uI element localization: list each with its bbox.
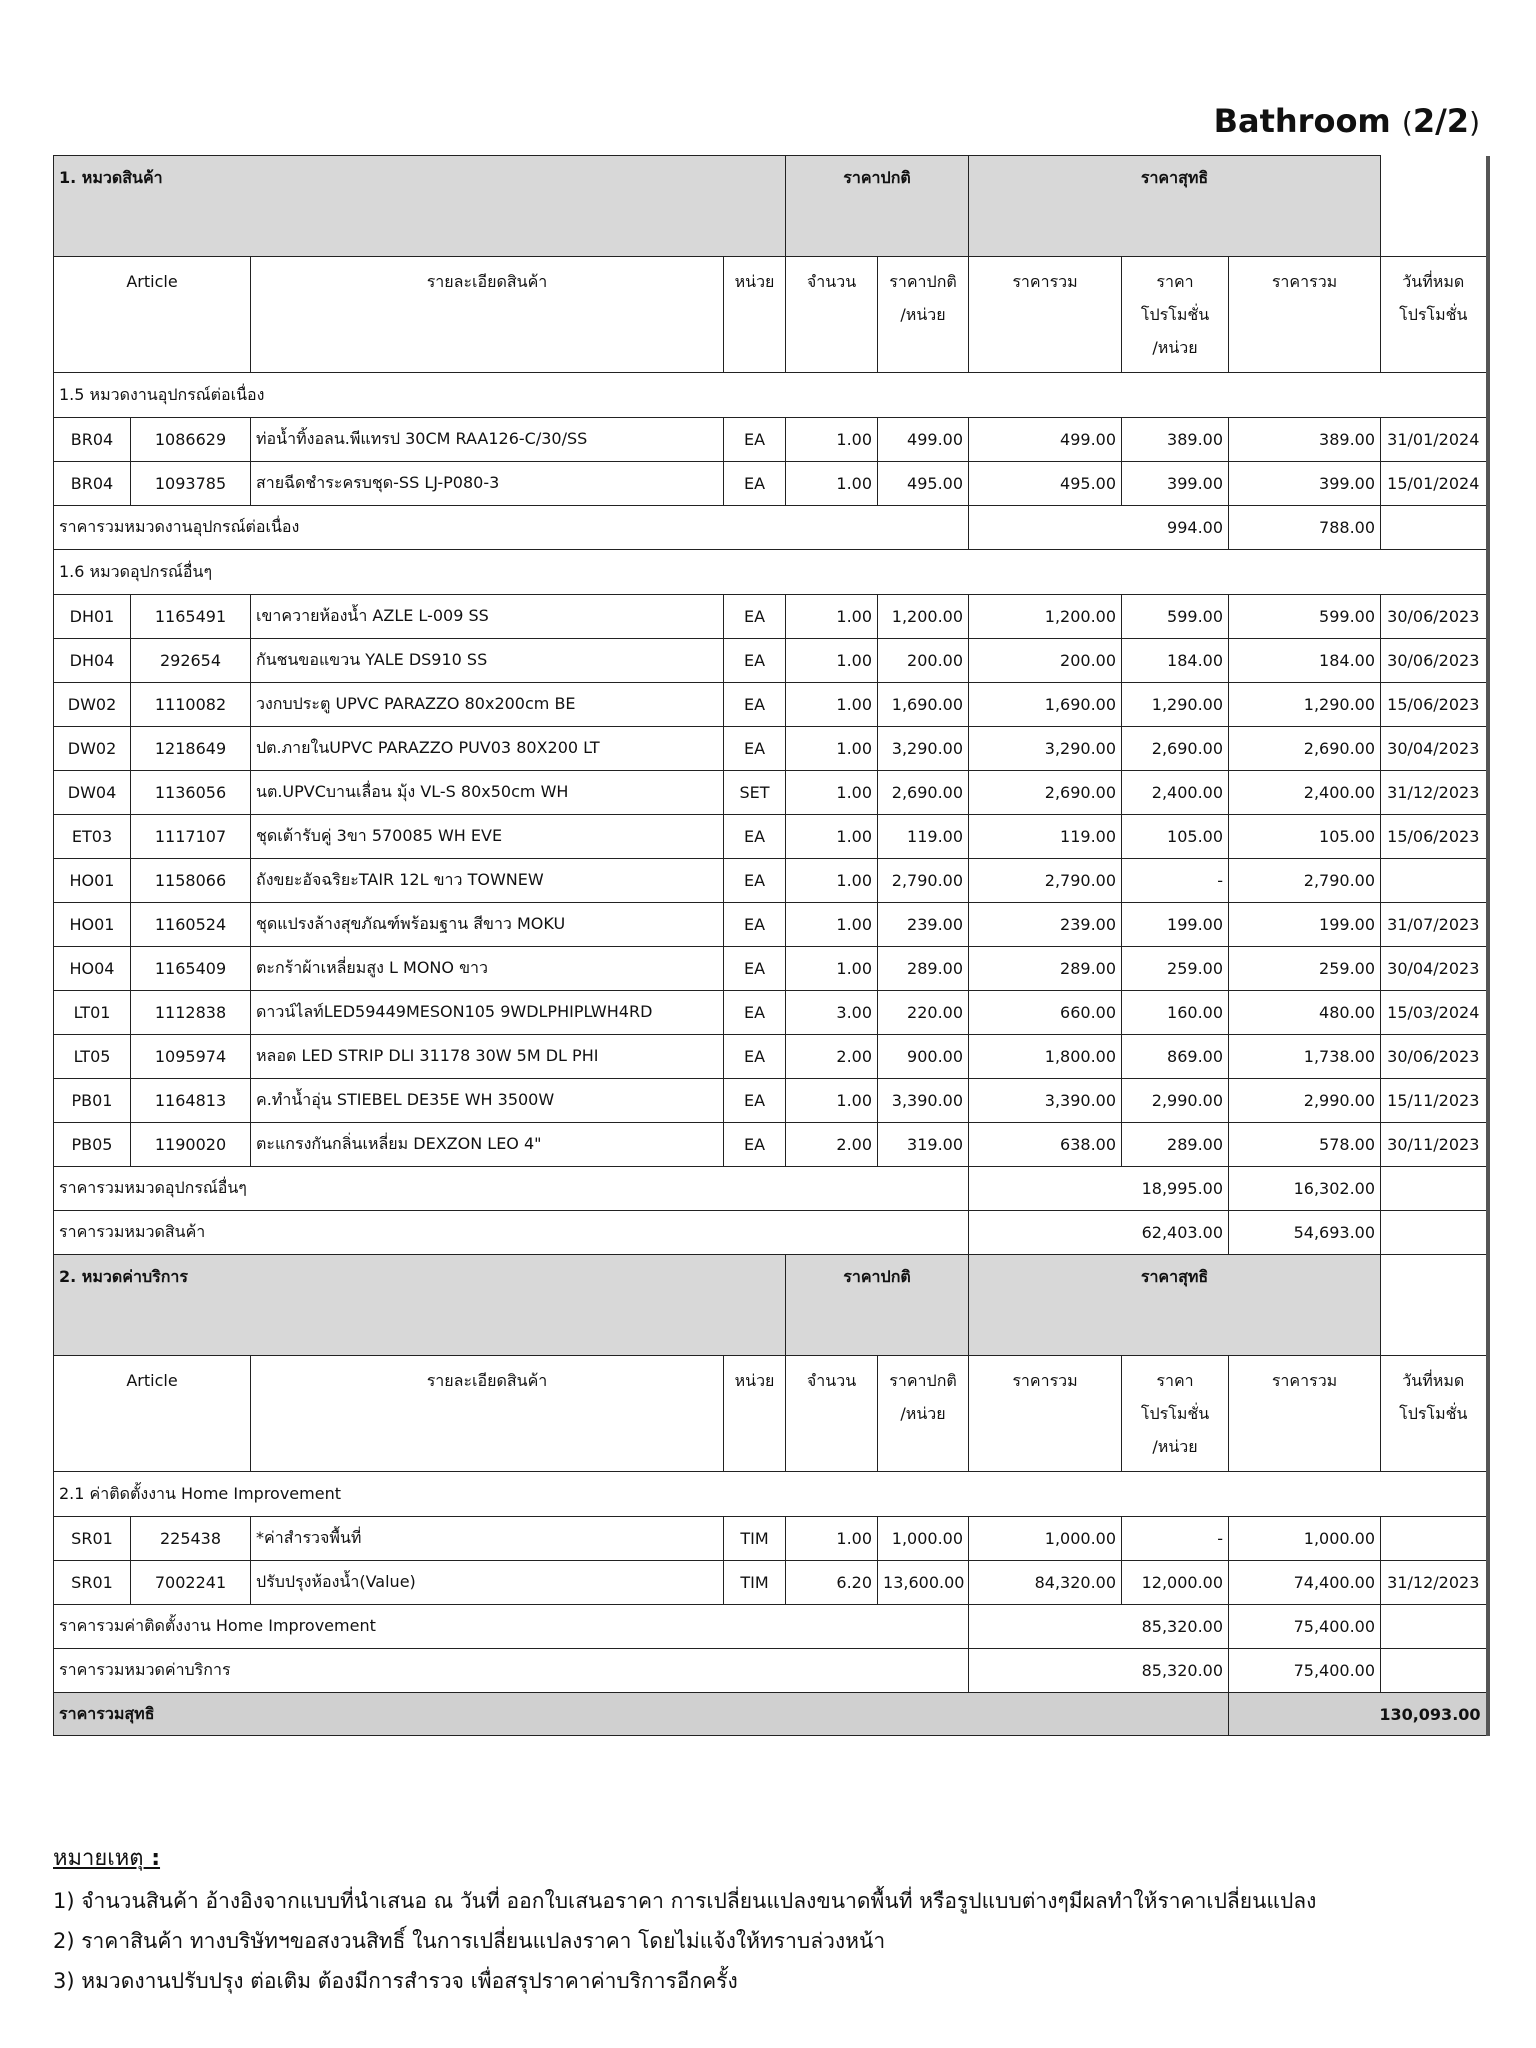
col-promo-unit-line: โปรโมชั่น [1140, 1404, 1210, 1423]
item-desc: ชุดเต้ารับคู่ 3ขา 570085 WH EVE [251, 815, 724, 859]
note-line-1: 1) จำนวนสินค้า อ้างอิงจากแบบที่นำเสนอ ณ วันที่ ออกใบเสนอราคา การเปลี่ยนแปลงขนาดพื้นที่ หรือรูปแบบต่างๆมีผลทำให้ราคาเปลี่ยนแปลง [53, 1889, 1317, 1913]
col-promo-end-line: โปรโมชั่น [1399, 1404, 1468, 1423]
item-unit: EA [724, 815, 786, 859]
item-reg-unit: 495.00 [878, 462, 969, 506]
item-reg-unit: 900.00 [878, 1035, 969, 1079]
item-promo-unit: - [1122, 859, 1229, 903]
item-code: BR04 [54, 462, 131, 506]
item-promo-end: 31/12/2023 [1381, 1561, 1488, 1605]
item-desc: หลอด LED STRIP DLI 31178 30W 5M DL PHI [251, 1035, 724, 1079]
item-article: 1164813 [131, 1079, 251, 1123]
item-qty: 3.00 [786, 991, 878, 1035]
section-total-label: ราคารวมหมวดสินค้า [54, 1211, 969, 1255]
item-qty: 1.00 [786, 727, 878, 771]
page-title-main: Bathroom [1213, 102, 1391, 140]
item-desc: เขาควายห้องน้ำ AZLE L-009 SS [251, 595, 724, 639]
item-reg-total: 1,200.00 [969, 595, 1122, 639]
note-line-3: 3) หมวดงานปรับปรุง ต่อเติม ต้องมีการสำรวจ เพื่อสรุปราคาค่าบริการอีกครั้ง [53, 1969, 738, 1993]
item-article: 1093785 [131, 462, 251, 506]
item-code: DW04 [54, 771, 131, 815]
grand-total-row [54, 1693, 1488, 1736]
page-title [1214, 102, 1480, 140]
col-promo-unit [1122, 1356, 1229, 1472]
regular-price-header: ราคาปกติ [786, 1255, 969, 1356]
item-unit: EA [724, 1035, 786, 1079]
item-promo-unit: 259.00 [1122, 947, 1229, 991]
item-desc: ถังขยะอัจฉริยะTAIR 12L ขาว TOWNEW [251, 859, 724, 903]
item-code: LT01 [54, 991, 131, 1035]
item-promo-unit: 160.00 [1122, 991, 1229, 1035]
item-promo-end: 30/04/2023 [1381, 947, 1488, 991]
table-row [54, 1123, 1488, 1167]
page-title-open: ( [1401, 106, 1413, 139]
subtotal-blank [1381, 506, 1488, 550]
col-reg-unit-line: ราคาปกติ [889, 1371, 957, 1390]
item-qty: 1.00 [786, 418, 878, 462]
item-promo-unit: 2,400.00 [1122, 771, 1229, 815]
item-qty: 1.00 [786, 771, 878, 815]
item-reg-unit: 119.00 [878, 815, 969, 859]
table-row [54, 639, 1488, 683]
item-reg-total: 495.00 [969, 462, 1122, 506]
quotation-table [53, 155, 1490, 1736]
item-article: 1110082 [131, 683, 251, 727]
item-desc: ตะแกรงกันกลิ่นเหลี่ยม DEXZON LEO 4" [251, 1123, 724, 1167]
col-unit: หน่วย [724, 257, 786, 373]
section-total-net: 54,693.00 [1229, 1211, 1381, 1255]
item-desc: กันชนขอแขวน YALE DS910 SS [251, 639, 724, 683]
grand-total-value: 130,093.00 [1229, 1693, 1488, 1736]
item-article: 7002241 [131, 1561, 251, 1605]
item-reg-unit: 1,690.00 [878, 683, 969, 727]
item-reg-total: 3,290.00 [969, 727, 1122, 771]
item-code: LT05 [54, 1035, 131, 1079]
col-promo-end [1381, 257, 1488, 373]
col-reg-unit [878, 1356, 969, 1472]
group-subtotal-row [54, 1167, 1488, 1211]
section-total-blank [1381, 1211, 1488, 1255]
item-net-total: 2,990.00 [1229, 1079, 1381, 1123]
item-reg-total: 638.00 [969, 1123, 1122, 1167]
item-qty: 6.20 [786, 1561, 878, 1605]
item-article: 1190020 [131, 1123, 251, 1167]
item-article: 1165409 [131, 947, 251, 991]
col-unit: หน่วย [724, 1356, 786, 1472]
col-reg-total: ราคารวม [969, 1356, 1122, 1472]
group-row [54, 550, 1488, 595]
item-desc: ตะกร้าผ้าเหลี่ยมสูง L MONO ขาว [251, 947, 724, 991]
col-detail: รายละเอียดสินค้า [251, 1356, 724, 1472]
item-article: 1160524 [131, 903, 251, 947]
item-desc: ชุดแปรงล้างสุขภัณฑ์พร้อมฐาน สีขาว MOKU [251, 903, 724, 947]
table-row [54, 1561, 1488, 1605]
item-unit: EA [724, 418, 786, 462]
table-row [54, 771, 1488, 815]
item-qty: 2.00 [786, 1035, 878, 1079]
notes-colon: : [143, 1846, 161, 1871]
table-row [54, 1079, 1488, 1123]
item-net-total: 399.00 [1229, 462, 1381, 506]
item-promo-end: 15/03/2024 [1381, 991, 1488, 1035]
col-net-total: ราคารวม [1229, 257, 1381, 373]
item-promo-end: 31/12/2023 [1381, 771, 1488, 815]
col-promo-unit-line: /หน่วย [1152, 338, 1198, 357]
item-promo-unit: 105.00 [1122, 815, 1229, 859]
item-reg-total: 499.00 [969, 418, 1122, 462]
item-net-total: 105.00 [1229, 815, 1381, 859]
item-desc: ปต.ภายในUPVC PARAZZO PUV03 80X200 LT [251, 727, 724, 771]
item-qty: 1.00 [786, 683, 878, 727]
item-desc: ท่อน้ำทิ้งอลน.พีแทรป 30CM RAA126-C/30/SS [251, 418, 724, 462]
table-row [54, 418, 1488, 462]
item-reg-total: 239.00 [969, 903, 1122, 947]
item-unit: EA [724, 859, 786, 903]
item-reg-unit: 239.00 [878, 903, 969, 947]
item-code: SR01 [54, 1561, 131, 1605]
notes-heading: หมายเหตุ [53, 1846, 144, 1871]
item-promo-unit: 599.00 [1122, 595, 1229, 639]
item-promo-unit: 1,290.00 [1122, 683, 1229, 727]
item-promo-end: 15/01/2024 [1381, 462, 1488, 506]
item-article: 1117107 [131, 815, 251, 859]
item-net-total: 480.00 [1229, 991, 1381, 1035]
item-net-total: 1,000.00 [1229, 1517, 1381, 1561]
item-promo-unit: 199.00 [1122, 903, 1229, 947]
item-qty: 1.00 [786, 947, 878, 991]
item-code: PB01 [54, 1079, 131, 1123]
section-total-regular: 85,320.00 [969, 1649, 1229, 1693]
subtotal-blank [1381, 1167, 1488, 1211]
item-net-total: 1,738.00 [1229, 1035, 1381, 1079]
item-qty: 1.00 [786, 595, 878, 639]
item-reg-unit: 3,390.00 [878, 1079, 969, 1123]
col-promo-unit-line: /หน่วย [1152, 1437, 1198, 1456]
item-article: 1165491 [131, 595, 251, 639]
page-title-sub: 2/2 [1412, 102, 1470, 140]
item-code: DH04 [54, 639, 131, 683]
group-title: 2.1 ค่าติดตั้งงาน Home Improvement [54, 1472, 1488, 1517]
table-row [54, 991, 1488, 1035]
table-row [54, 859, 1488, 903]
section-total-net: 75,400.00 [1229, 1649, 1381, 1693]
section-total-blank [1381, 1649, 1488, 1693]
grand-total-label: ราคารวมสุทธิ [54, 1693, 1229, 1736]
item-net-total: 389.00 [1229, 418, 1381, 462]
col-net-total: ราคารวม [1229, 1356, 1381, 1472]
col-promo-end-line: วันที่หมด [1402, 1371, 1465, 1390]
col-qty: จำนวน [786, 257, 878, 373]
subtotal-net: 75,400.00 [1229, 1605, 1381, 1649]
group-title: 1.6 หมวดอุปกรณ์อื่นๆ [54, 550, 1488, 595]
table-row [54, 462, 1488, 506]
item-article: 1218649 [131, 727, 251, 771]
col-article: Article [54, 1356, 251, 1472]
item-reg-unit: 289.00 [878, 947, 969, 991]
item-reg-total: 660.00 [969, 991, 1122, 1035]
item-reg-unit: 499.00 [878, 418, 969, 462]
group-subtotal-row [54, 506, 1488, 550]
item-article: 1086629 [131, 418, 251, 462]
item-qty: 1.00 [786, 815, 878, 859]
section-total-regular: 62,403.00 [969, 1211, 1229, 1255]
col-promo-unit-line: ราคา [1156, 1371, 1194, 1390]
subtotal-regular: 994.00 [969, 506, 1229, 550]
item-reg-total: 1,800.00 [969, 1035, 1122, 1079]
item-qty: 1.00 [786, 903, 878, 947]
item-net-total: 2,400.00 [1229, 771, 1381, 815]
col-reg-unit-line: /หน่วย [900, 305, 946, 324]
item-promo-unit: 12,000.00 [1122, 1561, 1229, 1605]
item-net-total: 199.00 [1229, 903, 1381, 947]
subtotal-net: 788.00 [1229, 506, 1381, 550]
item-desc: ดาวน์ไลท์LED59449MESON105 9WDLPHIPLWH4RD [251, 991, 724, 1035]
item-reg-unit: 1,200.00 [878, 595, 969, 639]
item-qty: 1.00 [786, 462, 878, 506]
item-net-total: 599.00 [1229, 595, 1381, 639]
item-promo-end: 30/06/2023 [1381, 1035, 1488, 1079]
item-promo-unit: 2,690.00 [1122, 727, 1229, 771]
item-reg-unit: 200.00 [878, 639, 969, 683]
subtotal-regular: 18,995.00 [969, 1167, 1229, 1211]
item-desc: วงกบประตู UPVC PARAZZO 80x200cm BE [251, 683, 724, 727]
item-article: 1158066 [131, 859, 251, 903]
item-reg-unit: 1,000.00 [878, 1517, 969, 1561]
item-article: 225438 [131, 1517, 251, 1561]
col-detail: รายละเอียดสินค้า [251, 257, 724, 373]
item-reg-total: 119.00 [969, 815, 1122, 859]
item-unit: EA [724, 595, 786, 639]
item-code: HO01 [54, 903, 131, 947]
col-promo-end-line: วันที่หมด [1402, 272, 1465, 291]
item-qty: 1.00 [786, 639, 878, 683]
item-net-total: 1,290.00 [1229, 683, 1381, 727]
item-reg-unit: 319.00 [878, 1123, 969, 1167]
item-promo-unit: 389.00 [1122, 418, 1229, 462]
item-code: ET03 [54, 815, 131, 859]
item-code: DW02 [54, 683, 131, 727]
subtotal-label: ราคารวมค่าติดตั้งงาน Home Improvement [54, 1605, 969, 1649]
item-net-total: 184.00 [1229, 639, 1381, 683]
item-reg-total: 84,320.00 [969, 1561, 1122, 1605]
col-reg-total: ราคารวม [969, 257, 1122, 373]
item-promo-end [1381, 1517, 1488, 1561]
item-code: HO04 [54, 947, 131, 991]
item-promo-end: 15/06/2023 [1381, 815, 1488, 859]
item-net-total: 74,400.00 [1229, 1561, 1381, 1605]
item-desc: ปรับปรุงห้องน้ำ(Value) [251, 1561, 724, 1605]
item-promo-end [1381, 859, 1488, 903]
group-title: 1.5 หมวดงานอุปกรณ์ต่อเนื่อง [54, 373, 1488, 418]
item-promo-unit: 869.00 [1122, 1035, 1229, 1079]
section-header-row [54, 1255, 1488, 1356]
subtotal-net: 16,302.00 [1229, 1167, 1381, 1211]
item-unit: EA [724, 683, 786, 727]
item-reg-total: 2,690.00 [969, 771, 1122, 815]
item-article: 1095974 [131, 1035, 251, 1079]
subtotal-label: ราคารวมหมวดงานอุปกรณ์ต่อเนื่อง [54, 506, 969, 550]
item-reg-unit: 2,790.00 [878, 859, 969, 903]
subtotal-label: ราคารวมหมวดอุปกรณ์อื่นๆ [54, 1167, 969, 1211]
section-title: 2. หมวดค่าบริการ [54, 1255, 786, 1356]
item-reg-unit: 13,600.00 [878, 1561, 969, 1605]
column-header-row [54, 1356, 1488, 1472]
item-reg-total: 3,390.00 [969, 1079, 1122, 1123]
table-row [54, 1035, 1488, 1079]
subtotal-blank [1381, 1605, 1488, 1649]
item-promo-unit: 289.00 [1122, 1123, 1229, 1167]
col-promo-unit [1122, 257, 1229, 373]
item-promo-end: 15/11/2023 [1381, 1079, 1488, 1123]
item-qty: 1.00 [786, 1079, 878, 1123]
item-qty: 1.00 [786, 859, 878, 903]
item-code: HO01 [54, 859, 131, 903]
item-article: 1112838 [131, 991, 251, 1035]
item-promo-end: 31/01/2024 [1381, 418, 1488, 462]
table-row [54, 1517, 1488, 1561]
col-reg-unit-line: /หน่วย [900, 1404, 946, 1423]
item-unit: EA [724, 903, 786, 947]
table-row [54, 683, 1488, 727]
item-article: 1136056 [131, 771, 251, 815]
item-unit: EA [724, 1079, 786, 1123]
section-total-label: ราคารวมหมวดค่าบริการ [54, 1649, 969, 1693]
item-code: DW02 [54, 727, 131, 771]
item-unit: EA [724, 462, 786, 506]
item-desc: *ค่าสำรวจพื้นที่ [251, 1517, 724, 1561]
item-unit: EA [724, 727, 786, 771]
regular-price-header: ราคาปกติ [786, 156, 969, 257]
table-row [54, 595, 1488, 639]
item-qty: 1.00 [786, 1517, 878, 1561]
item-qty: 2.00 [786, 1123, 878, 1167]
notes [53, 1840, 1493, 2001]
item-promo-unit: 184.00 [1122, 639, 1229, 683]
item-reg-unit: 2,690.00 [878, 771, 969, 815]
group-subtotal-row [54, 1605, 1488, 1649]
item-reg-total: 2,790.00 [969, 859, 1122, 903]
item-promo-end: 30/11/2023 [1381, 1123, 1488, 1167]
item-code: SR01 [54, 1517, 131, 1561]
item-reg-total: 289.00 [969, 947, 1122, 991]
group-row [54, 1472, 1488, 1517]
notes-heading-line [53, 1840, 1493, 1875]
item-unit: EA [724, 947, 786, 991]
table-row [54, 815, 1488, 859]
item-reg-total: 1,000.00 [969, 1517, 1122, 1561]
item-net-total: 2,690.00 [1229, 727, 1381, 771]
page-title-close: ) [1469, 106, 1480, 139]
table-row [54, 947, 1488, 991]
item-unit: EA [724, 1123, 786, 1167]
section-header-row [54, 156, 1488, 257]
item-unit: EA [724, 639, 786, 683]
item-code: DH01 [54, 595, 131, 639]
group-row [54, 373, 1488, 418]
item-desc: นต.UPVCบานเลื่อน มุ้ง VL-S 80x50cm WH [251, 771, 724, 815]
net-price-header: ราคาสุทธิ [969, 156, 1381, 257]
note-line-2: 2) ราคาสินค้า ทางบริษัทฯขอสงวนสิทธิ์ ในการเปลี่ยนแปลงราคา โดยไม่แจ้งให้ทราบล่วงหน้า [53, 1929, 886, 1953]
section-title: 1. หมวดสินค้า [54, 156, 786, 257]
item-unit: TIM [724, 1517, 786, 1561]
section-total-row [54, 1211, 1488, 1255]
item-promo-end: 15/06/2023 [1381, 683, 1488, 727]
item-promo-end: 31/07/2023 [1381, 903, 1488, 947]
col-promo-unit-line: ราคา [1156, 272, 1194, 291]
subtotal-regular: 85,320.00 [969, 1605, 1229, 1649]
col-reg-unit [878, 257, 969, 373]
col-qty: จำนวน [786, 1356, 878, 1472]
item-reg-total: 1,690.00 [969, 683, 1122, 727]
item-unit: EA [724, 991, 786, 1035]
item-promo-unit: 399.00 [1122, 462, 1229, 506]
item-net-total: 259.00 [1229, 947, 1381, 991]
col-promo-end [1381, 1356, 1488, 1472]
column-header-row [54, 257, 1488, 373]
table-row [54, 727, 1488, 771]
item-promo-end: 30/04/2023 [1381, 727, 1488, 771]
item-unit: TIM [724, 1561, 786, 1605]
col-promo-end-line: โปรโมชั่น [1399, 305, 1468, 324]
item-net-total: 2,790.00 [1229, 859, 1381, 903]
item-unit: SET [724, 771, 786, 815]
col-article: Article [54, 257, 251, 373]
item-desc: สายฉีดชำระครบชุด-SS LJ-P080-3 [251, 462, 724, 506]
net-price-header: ราคาสุทธิ [969, 1255, 1381, 1356]
section-total-row [54, 1649, 1488, 1693]
item-promo-end: 30/06/2023 [1381, 639, 1488, 683]
table-row [54, 903, 1488, 947]
col-reg-unit-line: ราคาปกติ [889, 272, 957, 291]
col-promo-unit-line: โปรโมชั่น [1140, 305, 1210, 324]
item-promo-unit: - [1122, 1517, 1229, 1561]
item-desc: ค.ทำน้ำอุ่น STIEBEL DE35E WH 3500W [251, 1079, 724, 1123]
item-promo-unit: 2,990.00 [1122, 1079, 1229, 1123]
item-code: PB05 [54, 1123, 131, 1167]
item-reg-unit: 3,290.00 [878, 727, 969, 771]
item-article: 292654 [131, 639, 251, 683]
item-net-total: 578.00 [1229, 1123, 1381, 1167]
item-code: BR04 [54, 418, 131, 462]
item-promo-end: 30/06/2023 [1381, 595, 1488, 639]
item-reg-total: 200.00 [969, 639, 1122, 683]
item-reg-unit: 220.00 [878, 991, 969, 1035]
